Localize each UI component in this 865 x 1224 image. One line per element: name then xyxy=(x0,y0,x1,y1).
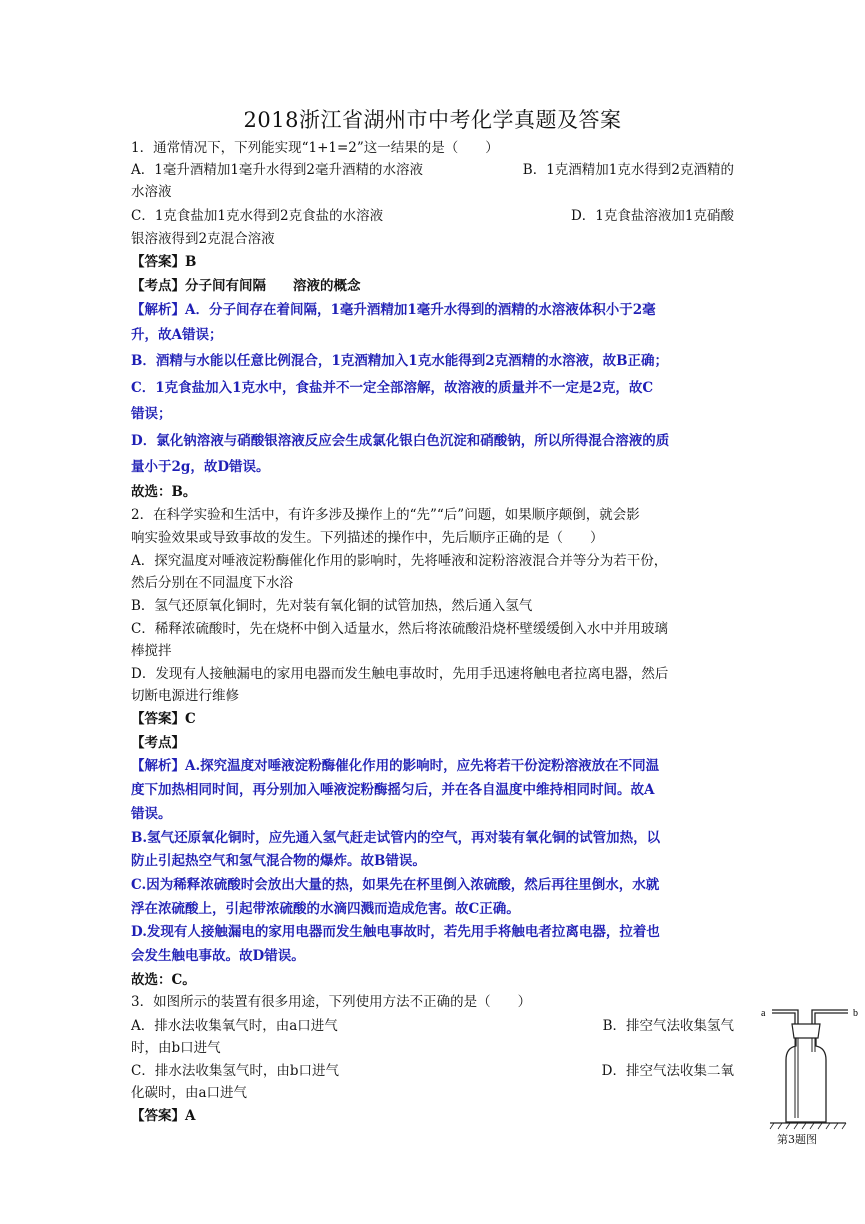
q2-option-line: C．稀释浓硫酸时，先在烧杯中倒入适量水，然后将浓硫酸沿烧杯壁缓缓倒入水中并用玻璃 xyxy=(131,621,668,637)
q3-options-ab xyxy=(131,1016,734,1036)
q3-answer: 【答案】A xyxy=(131,1108,196,1124)
q3-option-d-cont: 化碳时，由a口进气 xyxy=(131,1085,248,1101)
figure-caption: 第3题图 xyxy=(777,1133,817,1146)
q2-option-line: 切断电源进行维修 xyxy=(131,688,239,704)
q3-stem: 3．如图所示的装置有很多用途，下列使用方法不正确的是（ ） xyxy=(131,994,532,1010)
q2-final-choice: 故选：C。 xyxy=(131,972,196,988)
q1-stem: 1．通常情况下，下列能实现“1+1=2”这一结果的是（ ） xyxy=(131,140,499,156)
q1-option-d: D．1克食盐溶液加1克硝酸 xyxy=(570,208,734,224)
q2-analysis-line: B.氢气还原氧化铜时，应先通入氢气赶走试管内的空气，再对装有氧化铜的试管加热，以 xyxy=(131,830,661,846)
q1-kaodian: 【考点】分子间有间隔 溶液的概念 xyxy=(131,278,361,294)
q3-option-d: D．排空气法收集二氧 xyxy=(601,1063,734,1079)
q2-option-line: B．氢气还原氧化铜时，先对装有氧化铜的试管加热，然后通入氢气 xyxy=(131,598,533,614)
q1-answer: 【答案】B xyxy=(131,254,197,270)
q1-option-d-cont: 银溶液得到2克混合溶液 xyxy=(131,231,275,247)
q2-analysis-line: 浮在浓硫酸上，引起带浓硫酸的水滴四溅而造成危害。故C正确。 xyxy=(131,901,520,917)
q1-option-c: C．1克食盐加1克水得到2克食盐的水溶液 xyxy=(131,208,384,224)
q2-analysis-line: 防止引起热空气和氢气混合物的爆炸。故B错误。 xyxy=(131,853,426,869)
q3-gas-bottle-figure xyxy=(760,1002,865,1152)
q1-option-b-cont: 水溶液 xyxy=(131,184,172,200)
q1-option-a: A．1毫升酒精加1毫升水得到2毫升酒精的水溶液 xyxy=(131,162,424,178)
q1-final-choice: 故选：B。 xyxy=(131,484,197,500)
q2-analysis-line: D.发现有人接触漏电的家用电器而发生触电事故时，若先用手将触电者拉离电器，拉着也 xyxy=(131,924,660,940)
q2-option-line: 然后分别在不同温度下水浴 xyxy=(131,575,293,591)
q1-options-ab xyxy=(131,160,734,180)
q2-analysis-line: 【解析】A.探究温度对唾液淀粉酶催化作用的影响时，应先将若干份淀粉溶液放在不同温 xyxy=(131,758,660,774)
q2-answer: 【答案】C xyxy=(131,711,196,727)
q2-analysis-line: C.因为稀释浓硫酸时会放出大量的热，如果先在杯里倒入浓硫酸，然后再往里倒水，水就 xyxy=(131,877,660,893)
q1-analysis-line: 【解析】A．分子间存在着间隔，1毫升酒精加1毫升水得到的酒精的水溶液体积小于2毫 xyxy=(131,302,656,318)
q2-analysis-line: 错误。 xyxy=(131,806,172,822)
q1-analysis-line: B．酒精与水能以任意比例混合，1克酒精加入1克水能得到2克酒精的水溶液，故B正确； xyxy=(131,353,668,369)
q3-option-a: A．排水法收集氧气时，由a口进气 xyxy=(131,1018,338,1034)
q2-kaodian: 【考点】 xyxy=(131,735,185,751)
q2-analysis-line: 度下加热相同时间，再分别加入唾液淀粉酶摇匀后，并在各自温度中维持相同时间。故A xyxy=(131,782,655,798)
q1-analysis-line: 升，故A错误； xyxy=(131,327,223,343)
gas-bottle-diagram xyxy=(760,1002,865,1132)
q2-stem-line: 响实验效果或导致事故的发生。下列描述的操作中，先后顺序正确的是（ ） xyxy=(131,530,604,546)
q3-option-b-cont: 时，由b口进气 xyxy=(131,1040,221,1056)
q1-analysis-line: 错误； xyxy=(131,406,172,422)
q1-option-b: B．1克酒精加1克水得到2克酒精的 xyxy=(522,162,734,178)
label-b: b xyxy=(853,1008,858,1019)
page-title: 2018浙江省湖州市中考化学真题及答案 xyxy=(243,108,622,132)
label-a: a xyxy=(761,1008,766,1019)
q2-option-line: 棒搅拌 xyxy=(131,643,172,659)
q2-option-line: D．发现有人接触漏电的家用电器而发生触电事故时，先用手迅速将触电者拉离电器，然后 xyxy=(131,666,669,682)
q2-stem-line: 2．在科学实验和生活中，有许多涉及操作上的“先”“后”问题，如果顺序颠倒，就会影 xyxy=(131,507,640,523)
q1-options-cd xyxy=(131,206,734,226)
q3-option-b: B．排空气法收集氢气 xyxy=(602,1018,734,1034)
q3-options-cd xyxy=(131,1061,734,1081)
q1-analysis-line: D．氯化钠溶液与硝酸银溶液反应会生成氯化银白色沉淀和硝酸钠，所以所得混合溶液的质 xyxy=(131,433,670,449)
q2-analysis-line: 会发生触电事故。故D错误。 xyxy=(131,948,305,964)
q3-option-c: C．排水法收集氢气时，由b口进气 xyxy=(131,1063,339,1079)
q2-option-line: A．探究温度对唾液淀粉酶催化作用的影响时，先将唾液和淀粉溶液混合并等分为若干份， xyxy=(131,553,668,569)
q1-analysis-line: 量小于2g，故D错误。 xyxy=(131,459,270,475)
q1-analysis-line: C．1克食盐加入1克水中，食盐并不一定全部溶解，故溶液的质量并不一定是2克，故C xyxy=(131,380,654,396)
